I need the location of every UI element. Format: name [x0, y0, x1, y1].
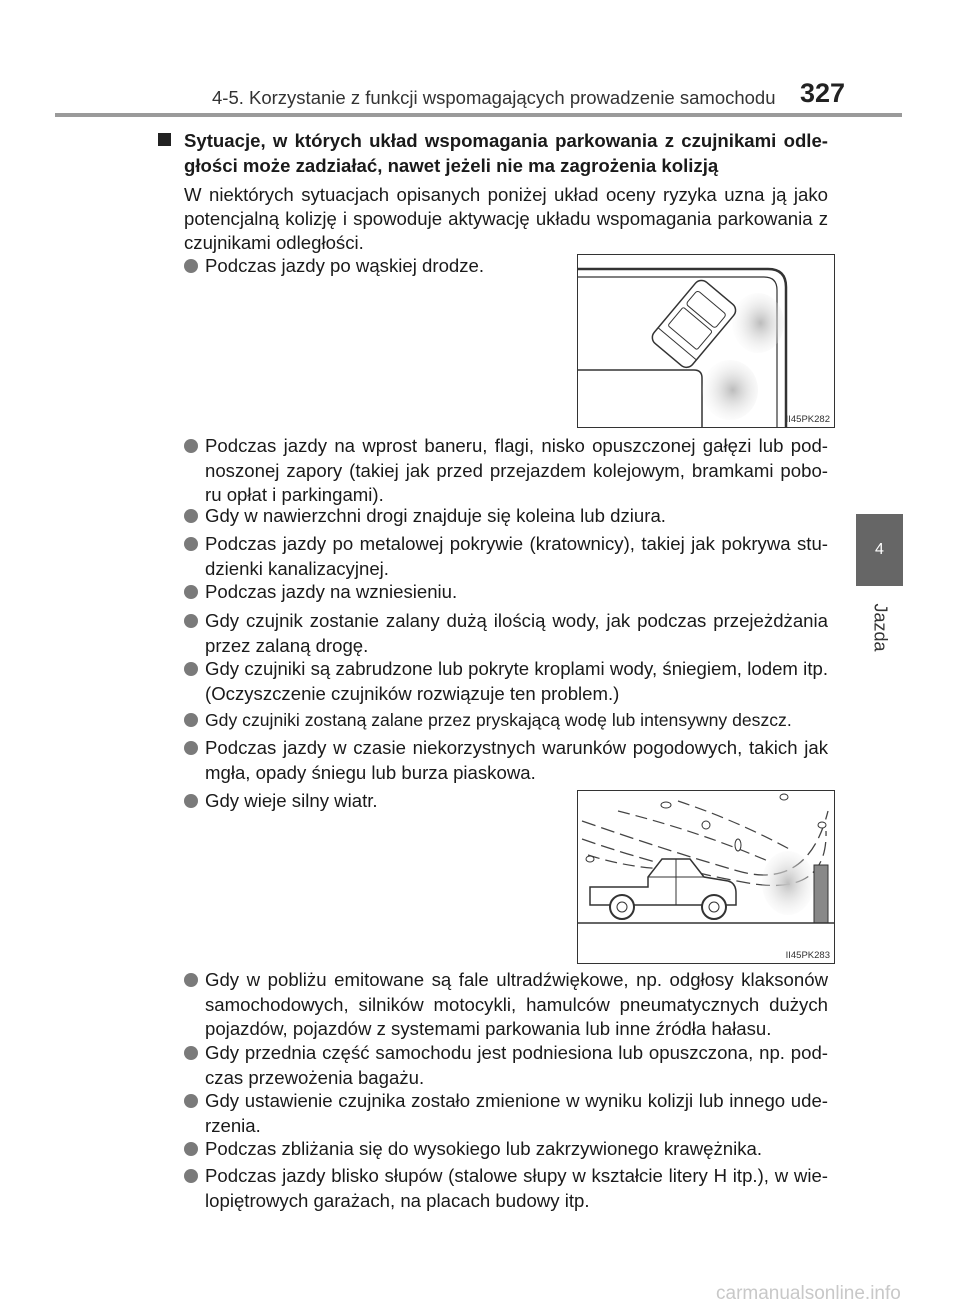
- list-item-text: Podczas jazdy po metalowej pokrywie (kratownicy), takiej jak pokrywa stu- dzienki kanalizacyjnej.: [205, 533, 828, 579]
- bullet-icon: [184, 741, 198, 755]
- list-item: [184, 1089, 828, 1138]
- figure-code: II45PK283: [785, 950, 830, 961]
- section-intro: W niektórych sytuacjach opisanych poniżej układ oceny ryzyka uzna ją jako potencjalną kolizję i spowoduje aktywację układu wspomagania parkowania z czujnikami odległości.: [184, 184, 828, 253]
- list-item: [184, 789, 524, 814]
- bullet-icon: [184, 259, 198, 273]
- list-item-text: Gdy czujnik zostanie zalany dużą ilością wody, jak podczas przejeżdżania przez zalaną drogę.: [205, 610, 828, 656]
- list-item: [184, 708, 828, 733]
- list-item-text: Podczas zbliżania się do wysokiego lub zakrzywionego krawężnika.: [205, 1138, 763, 1159]
- watermark[interactable]: carmanualsonline.info: [716, 1283, 901, 1304]
- list-item: [184, 254, 524, 279]
- header-title: 4-5. Korzystanie z funkcji wspomagających prowadzenie samochodu: [212, 87, 776, 108]
- list-item: [184, 1164, 828, 1213]
- list-item-text: Podczas jazdy na wzniesieniu.: [205, 581, 458, 602]
- narrow-road-drawing: [578, 255, 834, 427]
- bullet-icon: [184, 1046, 198, 1060]
- figure-code: II45PK282: [785, 414, 830, 425]
- chapter-label: [860, 592, 900, 662]
- chapter-tab[interactable]: [856, 514, 903, 586]
- bullet-icon: [184, 1142, 198, 1156]
- list-item: [184, 609, 828, 658]
- bullet-icon: [184, 1094, 198, 1108]
- bullet-icon: [184, 585, 198, 599]
- list-item-text: Podczas jazdy blisko słupów (stalowe słupy w kształcie litery H itp.), w wie- lopiętrowych garażach, na placach budowy itp.: [205, 1165, 828, 1211]
- list-item: [184, 1041, 828, 1090]
- list-item: [184, 657, 828, 706]
- list-item: [184, 736, 828, 785]
- bullet-icon: [184, 973, 198, 987]
- bullet-icon: [184, 713, 198, 727]
- list-item: [184, 532, 828, 581]
- section-marker-icon: [158, 133, 171, 146]
- section-heading: Sytuacje, w których układ wspomagania parkowania z czujnikami odle- głości może zadziałać, nawet jeżeli nie ma zagrożenia kolizją: [184, 130, 828, 176]
- list-item-text: Gdy przednia część samochodu jest podniesiona lub opuszczona, np. pod- czas przewożenia bagażu.: [205, 1042, 828, 1088]
- list-item: [184, 968, 828, 1042]
- bullet-icon: [184, 614, 198, 628]
- chapter-label-text: Jazda: [870, 602, 891, 652]
- bullet-icon: [184, 509, 198, 523]
- list-item: [184, 504, 828, 529]
- list-item-text: Gdy ustawienie czujnika zostało zmienione w wyniku kolizji lub innego ude- rzenia.: [205, 1090, 828, 1136]
- list-item-text: Podczas jazdy na wprost baneru, flagi, nisko opuszczonej gałęzi lub pod- noszonej zapory (takiej jak przed przejazdem kolejowym, bramkami pobo- ru opłat i parkingami).: [205, 435, 828, 505]
- page-number: 327: [800, 78, 846, 108]
- strong-wind-drawing: [578, 791, 834, 963]
- list-item-text: Podczas jazdy po wąskiej drodze.: [205, 255, 485, 276]
- list-item-text: Gdy czujniki są zabrudzone lub pokryte kroplami wody, śniegiem, lodem itp. (Oczyszczenie czujników rozwiązuje ten problem.): [205, 658, 828, 704]
- list-item: [184, 580, 828, 605]
- list-item-text: Gdy wieje silny wiatr.: [205, 790, 378, 811]
- list-item: [184, 434, 828, 508]
- bullet-icon: [184, 662, 198, 676]
- list-item-text: Gdy w nawierzchni drogi znajduje się koleina lub dziura.: [205, 505, 666, 526]
- header-divider: [55, 113, 902, 117]
- strong-wind-illustration: [577, 790, 835, 964]
- chapter-number: 4: [875, 541, 884, 558]
- list-item: [184, 1137, 828, 1162]
- bullet-icon: [184, 1169, 198, 1183]
- bullet-icon: [184, 537, 198, 551]
- list-item-text: Podczas jazdy w czasie niekorzystnych warunków pogodowych, takich jak mgła, opady śniegu lub burza piaskowa.: [205, 737, 828, 783]
- list-item-text: Gdy czujniki zostaną zalane przez pryskającą wodę lub intensywny deszcz.: [205, 710, 792, 730]
- narrow-road-illustration: [577, 254, 835, 428]
- bullet-icon: [184, 439, 198, 453]
- bullet-icon: [184, 794, 198, 808]
- list-item-text: Gdy w pobliżu emitowane są fale ultradźwiękowe, np. odgłosy klaksonów samochodowych, silników motocykli, hamulców pneumatycznych dużych pojazdów, pojazdów z systemami parkowania lub inne źródła hałasu.: [205, 969, 828, 1039]
